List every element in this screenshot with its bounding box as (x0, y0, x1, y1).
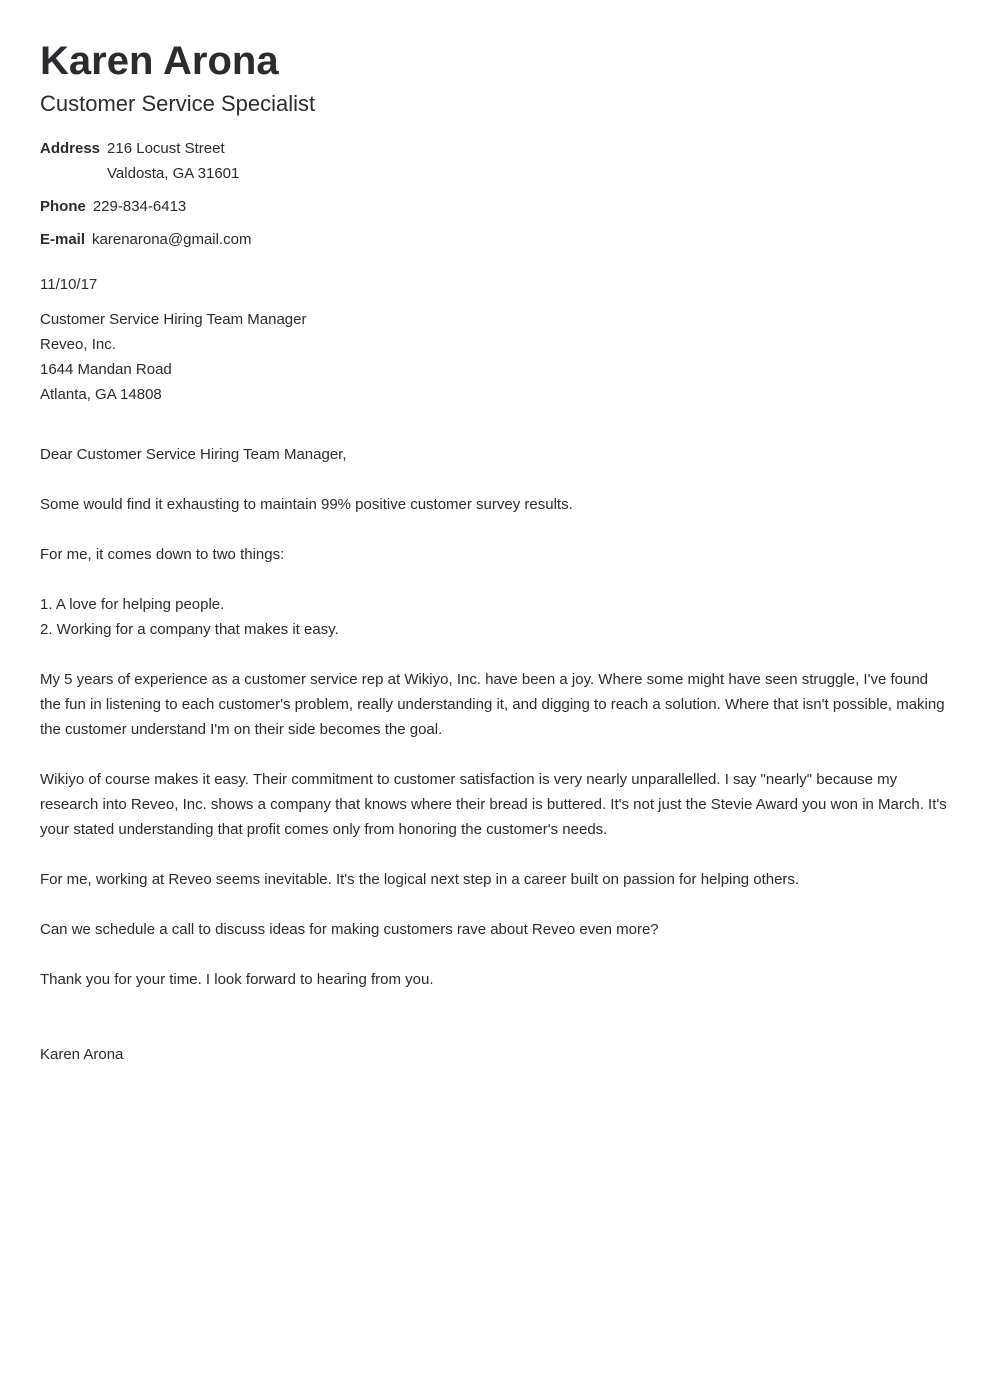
letter-body (40, 442, 950, 992)
address-line-1: 216 Locust Street (107, 140, 225, 157)
paragraph-7: Thank you for your time. I look forward to hearing from you. (40, 971, 434, 988)
paragraph-6: Can we schedule a call to discuss ideas for making customers rave about Reveo even more? (40, 921, 659, 938)
address-value (107, 136, 239, 186)
list-item: 2. Working for a company that makes it easy. (40, 621, 339, 638)
signature: Karen Arona (40, 1046, 124, 1063)
phone-value: 229-834-6413 (92, 198, 187, 215)
letter-date: 11/10/17 (40, 276, 98, 293)
recipient-line-1: Customer Service Hiring Team Manager (40, 311, 307, 328)
address-row (40, 136, 950, 186)
paragraph-4: Wikiyo of course makes it easy. Their commitment to customer satisfaction is very nearly unparallelled. I say "nearly" because my research into Reveo, Inc. shows a company that knows where their bread is buttered. It's not just the Stevie Award you won in March. It's your stated understanding that profit comes only from honoring the customer's needs. (40, 771, 947, 838)
recipient-line-2: Reveo, Inc. (40, 336, 116, 353)
address-line-2: Valdosta, GA 31601 (107, 165, 240, 182)
phone-label: Phone (40, 198, 86, 215)
address-label: Address (40, 140, 101, 157)
applicant-title: Customer Service Specialist (40, 91, 316, 116)
contact-block (40, 136, 950, 252)
email-row (40, 227, 950, 252)
email-label: E-mail (40, 231, 86, 248)
paragraph-2: For me, it comes down to two things: (40, 546, 285, 563)
list-item: 1. A love for helping people. (40, 596, 225, 613)
email-value: karenarona@gmail.com (92, 231, 252, 248)
paragraph-5: For me, working at Reveo seems inevitable. It's the logical next step in a career built on passion for helping others. (40, 871, 800, 888)
applicant-name: Karen Arona (40, 39, 279, 83)
reasons-list (40, 592, 950, 642)
recipient-line-3: 1644 Mandan Road (40, 361, 172, 378)
greeting: Dear Customer Service Hiring Team Manager, (40, 446, 347, 463)
recipient-line-4: Atlanta, GA 14808 (40, 386, 162, 403)
phone-row (40, 194, 950, 219)
paragraph-3: My 5 years of experience as a customer service rep at Wikiyo, Inc. have been a joy. Where some might have seen struggle, I've found the fun in listening to each customer's problem, really understanding it, and digging to reach a solution. Where that isn't possible, making the customer understand I'm on their side becomes the goal. (40, 671, 945, 738)
recipient-block (40, 307, 950, 407)
paragraph-1: Some would find it exhausting to maintain 99% positive customer survey results. (40, 496, 573, 513)
